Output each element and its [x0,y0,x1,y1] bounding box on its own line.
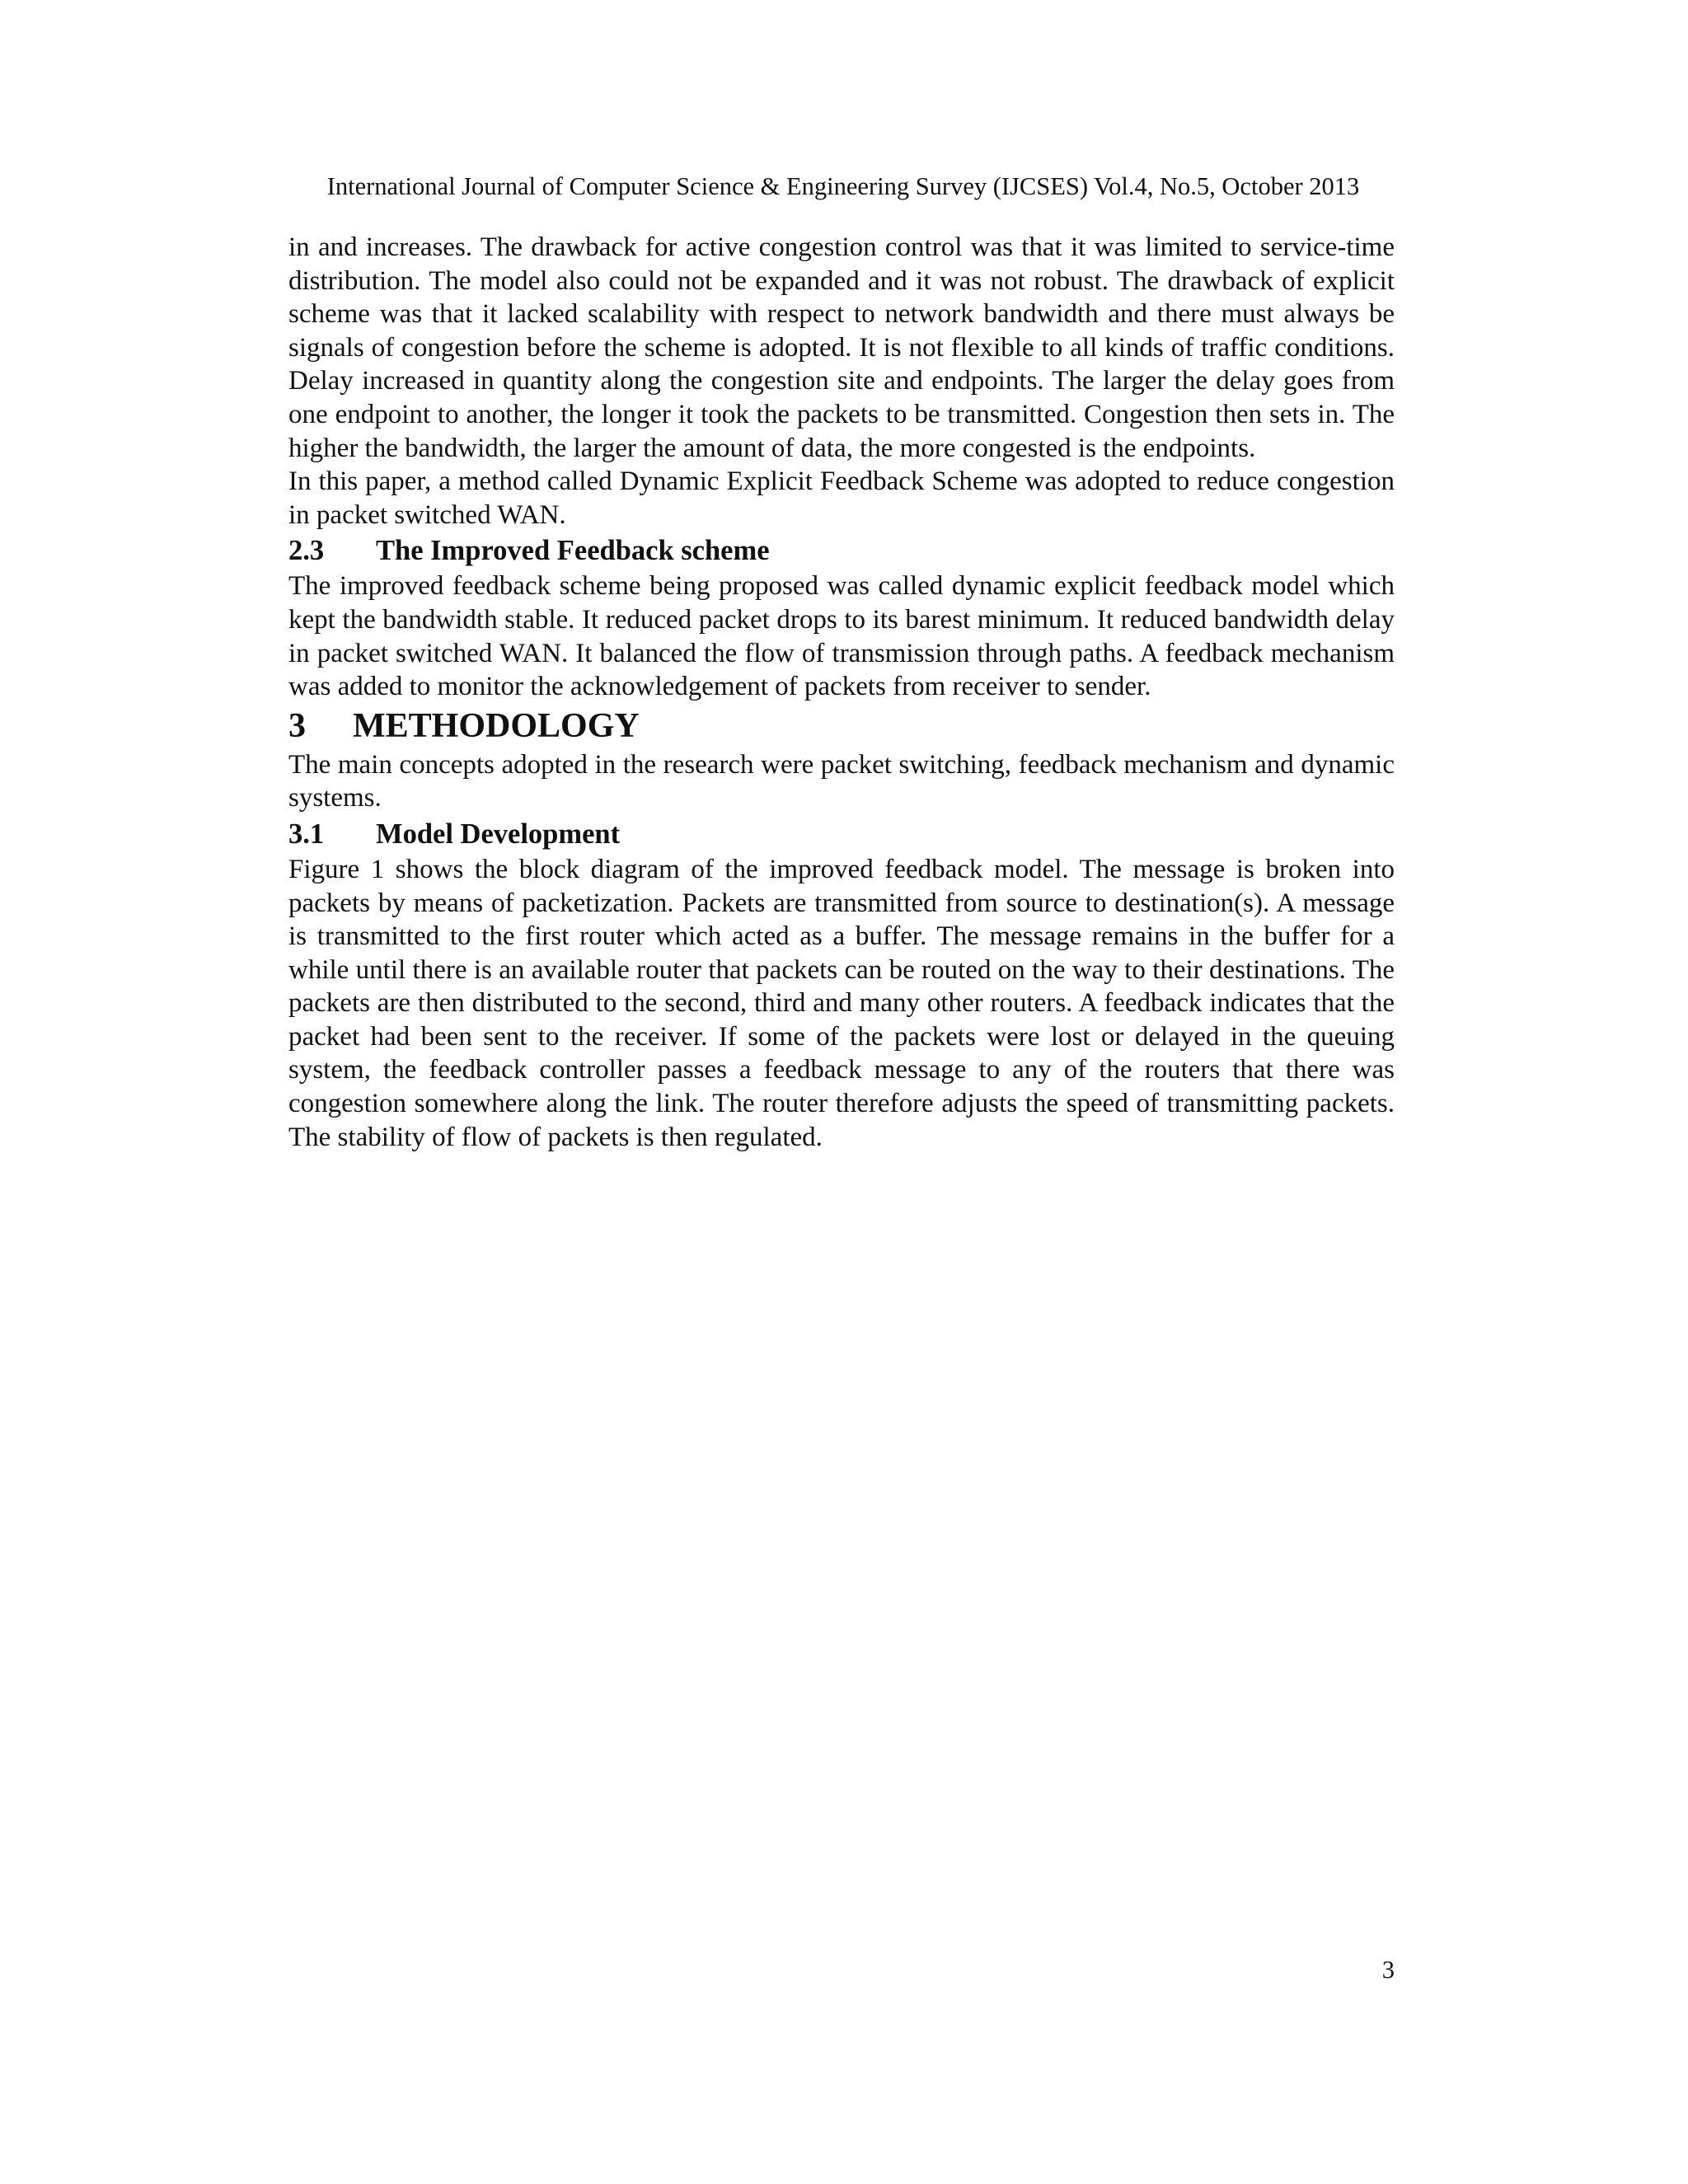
heading-section-3 [288,704,1395,748]
heading-section-2-3 [288,532,1395,569]
body-paragraph-section-3: The main concepts adopted in the research were packet switching, feedback mechanism and dynamic systems. [288,749,1395,813]
body-paragraph-1: in and increases. The drawback for active congestion control was that it was limited to service-time distribution. The model also could not be expanded and it was not robust. The drawback of explicit scheme was that it lacked scalability with respect to network bandwidth and there must always be signals of congestion before the scheme is adopted. It is not flexible to all kinds of traffic conditions. Delay increased in quantity along the congestion site and endpoints. The larger the delay goes from one endpoint to another, the longer it took the packets to be transmitted. Congestion then sets in. The higher the bandwidth, the larger the amount of data, the more congested is the endpoints. [288,232,1395,463]
section-title: METHODOLOGY [353,706,640,745]
heading-section-3-1 [288,815,1395,853]
section-title: The Improved Feedback scheme [376,535,770,567]
body-paragraph-section-2-3: The improved feedback scheme being proposed was called dynamic explicit feedback model which kept the bandwidth stable. It reduced packet drops to its barest minimum. It reduced bandwidth delay in packet switched WAN. It balanced the flow of transmission through paths. A feedback mechanism was added to monitor the acknowledgement of packets from receiver to sender. [288,571,1395,702]
body-paragraph-section-3-1: Figure 1 shows the block diagram of the improved feedback model. The message is broken into packets by means of packetization. Packets are transmitted from source to destination(s). A message is transmitted to the first router which acted as a buffer. The message remains in the buffer for a while until there is an available router that packets can be routed on the way to their destinations. The packets are then distributed to the second, third and many other routers. A feedback indicates that the packet had been sent to the receiver. If some of the packets were lost or delayed in the queuing system, the feedback controller passes a feedback message to any of the routers that there was congestion somewhere along the link. The router therefore adjusts the speed of transmitting packets. The stability of flow of packets is then regulated. [288,854,1395,1152]
running-header: International Journal of Computer Science & Engineering Survey (IJCSES) Vol.4, No.5, October 2013 [326,172,1360,200]
section-title: Model Development [376,818,621,850]
page-number: 3 [1381,1956,1395,1984]
section-number: 3 [288,706,306,745]
main-content [288,231,1395,1154]
section-number: 2.3 [288,535,325,567]
section-number: 3.1 [288,818,325,850]
body-paragraph-2: In this paper, a method called Dynamic Explicit Feedback Scheme was adopted to reduce congestion in packet switched WAN. [288,466,1395,530]
